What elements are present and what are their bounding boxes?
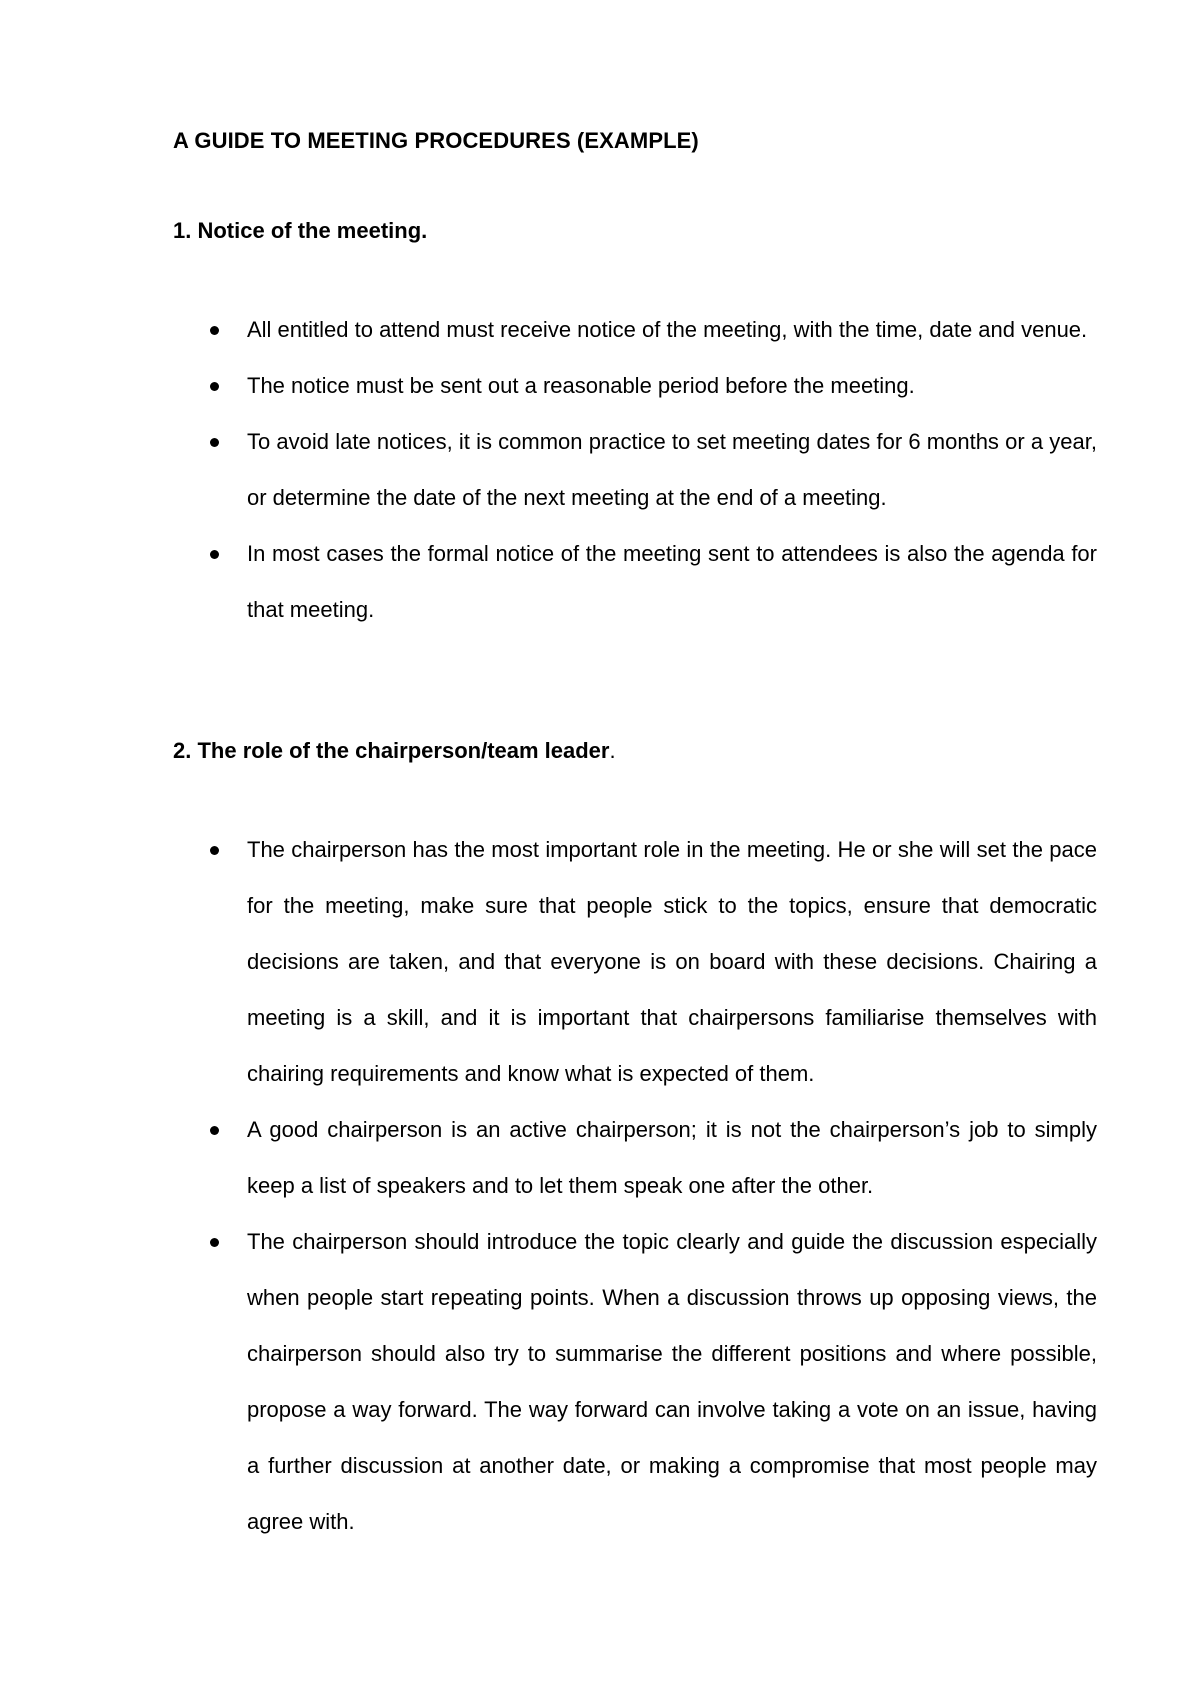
bullet-icon <box>210 550 219 559</box>
list-item <box>173 414 1097 526</box>
list-item <box>173 822 1097 1102</box>
bullet-icon <box>210 846 219 855</box>
list-item <box>173 1214 1097 1550</box>
list-item-text: In most cases the formal notice of the meeting sent to attendees is also the agenda for that meeting. <box>247 541 1097 622</box>
section-number: 2. <box>173 738 192 763</box>
section-number: 1. <box>173 218 192 243</box>
bullet-icon <box>210 326 219 335</box>
section-heading-notice <box>173 218 427 244</box>
list-item <box>173 302 1097 358</box>
section-heading-text: The role of the chairperson/team leader <box>191 738 610 763</box>
list-item <box>173 526 1097 638</box>
list-item <box>173 1102 1097 1214</box>
bullet-icon <box>210 438 219 447</box>
section-heading-text: Notice of the meeting. <box>191 218 428 243</box>
list-item-text: A good chairperson is an active chairperson; it is not the chairperson’s job to simply keep a list of speakers and to let them speak one after the other. <box>247 1117 1097 1198</box>
list-item-text: The notice must be sent out a reasonable period before the meeting. <box>247 373 915 398</box>
notice-bullet-list <box>173 302 1097 638</box>
bullet-icon <box>210 382 219 391</box>
list-item-text: All entitled to attend must receive notice of the meeting, with the time, date and venue. <box>247 317 1088 342</box>
list-item-text: The chairperson has the most important role in the meeting. He or she will set the pace for the meeting, make sure that people stick to the topics, ensure that democratic decisions are taken, and that everyone is on board with these decisions. Chairing a meeting is a skill, and it is important that chairpersons familiarise themselves with chairing requirements and know what is expected of them. <box>247 837 1097 1086</box>
bullet-icon <box>210 1238 219 1247</box>
chairperson-bullet-list <box>173 822 1097 1550</box>
bullet-icon <box>210 1126 219 1135</box>
document-title: A GUIDE TO MEETING PROCEDURES (EXAMPLE) <box>173 128 699 153</box>
list-item <box>173 358 1097 414</box>
section-heading-chairperson <box>173 738 616 764</box>
list-item-text: To avoid late notices, it is common practice to set meeting dates for 6 months or a year, or determine the date of the next meeting at the end of a meeting. <box>247 429 1097 510</box>
list-item-text: The chairperson should introduce the topic clearly and guide the discussion especially when people start repeating points. When a discussion throws up opposing views, the chairperson should also try to summarise the different positions and where possible, propose a way forward. The way forward can involve taking a vote on an issue, having a further discussion at another date, or making a compromise that most people may agree with. <box>247 1229 1097 1534</box>
section-heading-trail: . <box>609 738 616 763</box>
